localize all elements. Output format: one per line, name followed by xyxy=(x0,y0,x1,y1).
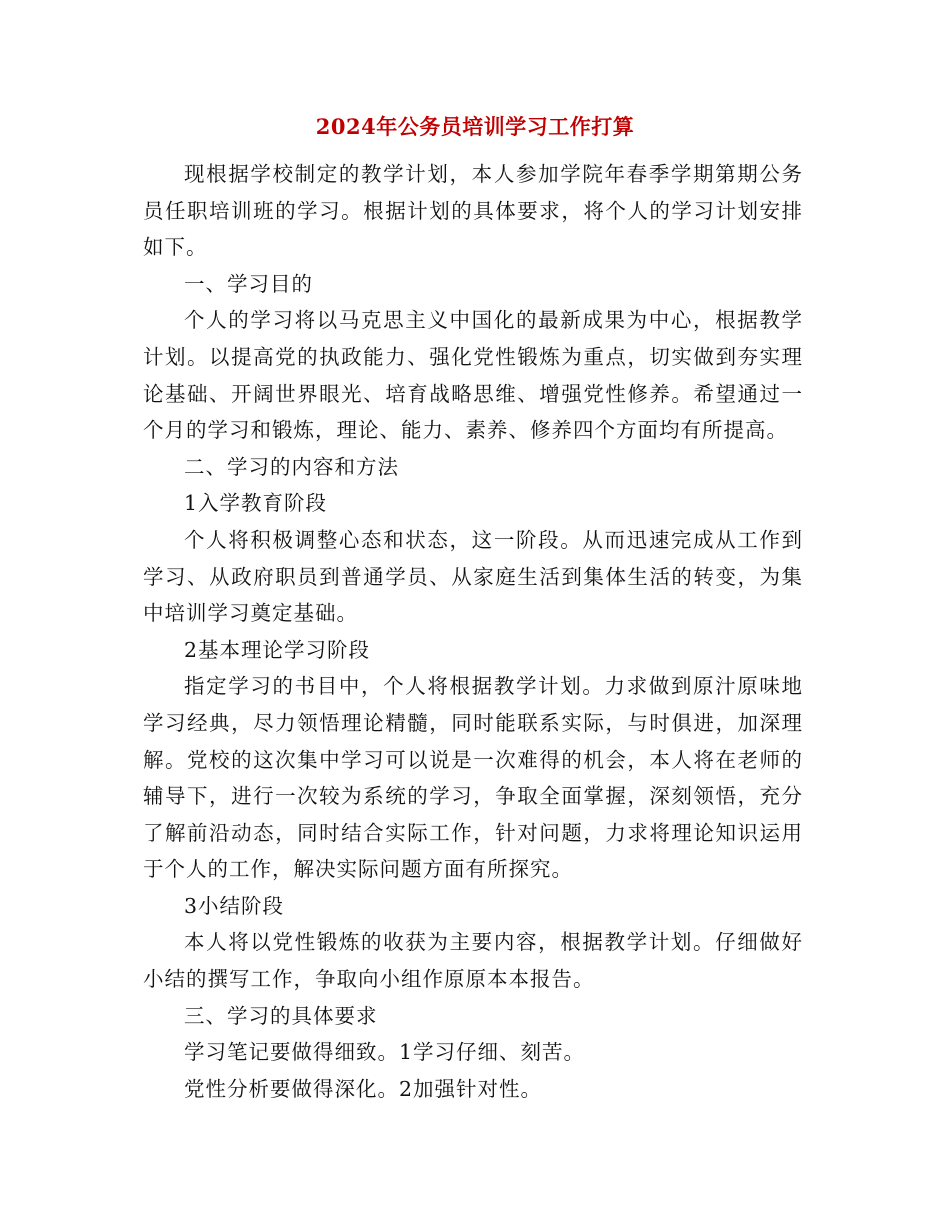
paragraph-stage-1: 个人将积极调整心态和状态，这一阶段。从而迅速完成从工作到学习、从政府职员到普通学员、从家庭生活到集体生活的转变，为集中培训学习奠定基础。 xyxy=(143,527,803,626)
paragraph-intro: 现根据学校制定的教学计划，本人参加学院年春季学期第期公务员任职培训班的学习。根据计划的具体要求，将个人的学习计划安排如下。 xyxy=(143,162,803,260)
document-body xyxy=(143,156,803,1107)
section-heading-3: 三、学习的具体要求 xyxy=(184,1003,378,1028)
paragraph-stage-3: 本人将以党性锻炼的收获为主要内容，根据教学计划。仔细做好小结的撰写工作，争取向小组作原原本本报告。 xyxy=(143,930,803,992)
section-heading-1: 一、学习目的 xyxy=(184,271,313,296)
paragraph-requirement-2: 党性分析要做得深化。2加强针对性。 xyxy=(184,1076,543,1101)
subheading-stage-2: 2基本理论学习阶段 xyxy=(184,637,371,662)
document-title: 2024年公务员培训学习工作打算 xyxy=(315,114,635,139)
subheading-stage-1: 1入学教育阶段 xyxy=(184,491,328,516)
paragraph-stage-2: 指定学习的书目中，个人将根据教学计划。力求做到原汁原味地学习经典，尽力领悟理论精髓，同时能联系实际，与时俱进，加深理解。党校的这次集中学习可以说是一次难得的机会，本人将在老师的辅导下，进行一次较为系统的学习，争取全面掌握，深刻领悟，充分了解前沿动态，同时结合实际工作，针对问题，力求将理论知识运用于个人的工作，解决实际问题方面有所探究。 xyxy=(143,674,803,882)
paragraph-requirement-1: 学习笔记要做得细致。1学习仔细、刻苦。 xyxy=(184,1040,586,1065)
subheading-stage-3: 3小结阶段 xyxy=(184,893,285,918)
paragraph-purpose: 个人的学习将以马克思主义中国化的最新成果为中心，根据教学计划。以提高党的执政能力、强化党性锻炼为重点，切实做到夯实理论基础、开阔世界眼光、培育战略思维、增强党性修养。希望通过一个月的学习和锻炼，理论、能力、素养、修养四个方面均有所提高。 xyxy=(143,308,803,443)
section-heading-2: 二、学习的内容和方法 xyxy=(184,454,399,479)
